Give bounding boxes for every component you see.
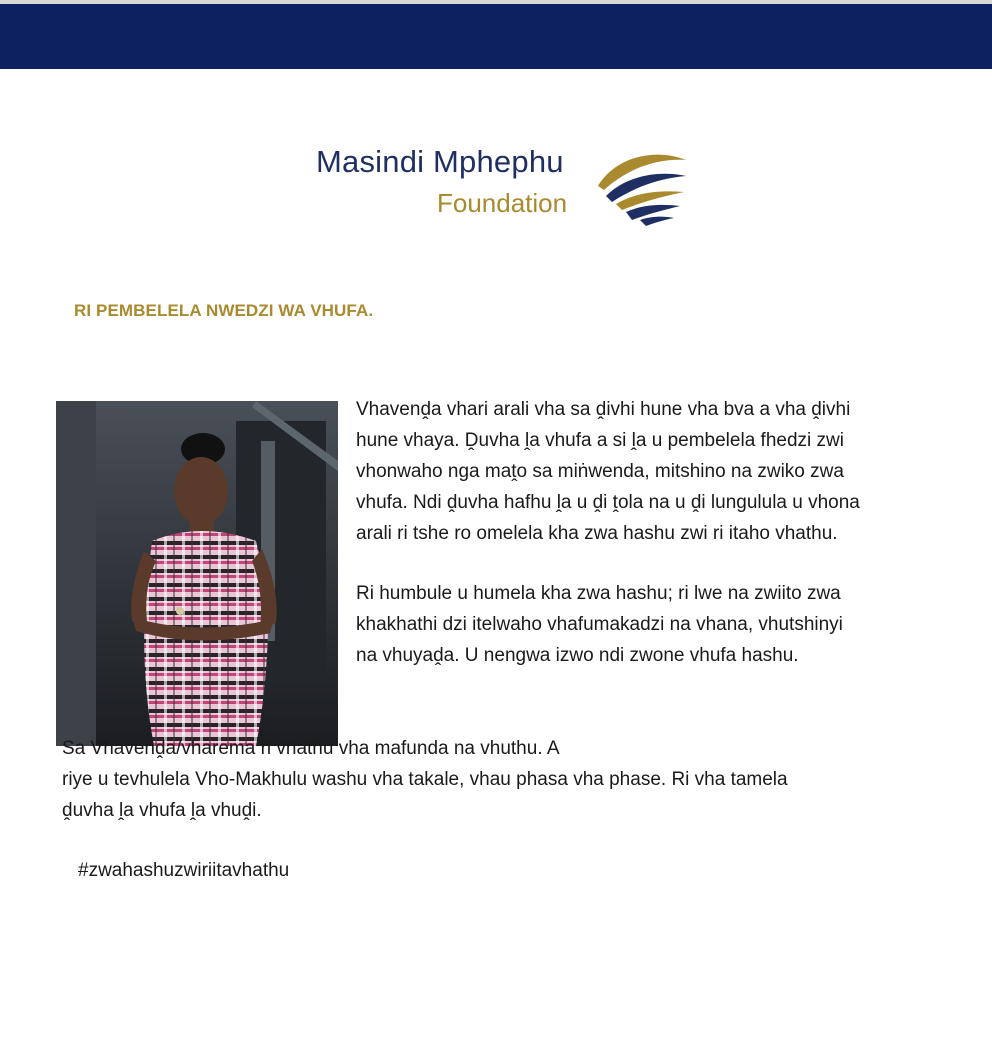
hashtag: #zwahashuzwiriitavhathu bbox=[78, 860, 290, 881]
paragraph-second: Ri humbule u humela kha zwa hashu; ri lwe na zwiito zwa khakhathi dzi itelwaho vhafumakadzi na vhana, vhutshinyi na vhuyaḓa. U nengwa izwo ndi zwone vhufa hashu. bbox=[356, 583, 843, 666]
header-bar bbox=[0, 4, 992, 69]
portrait-photo bbox=[56, 401, 338, 746]
paragraph-closing: Sa Vhavenḓa/vharema ri vhathu vha mafunda na vhuthu. A riye u tevhulela Vho-Makhulu washu vha takale, vhau phasa vha phase. Ri vha tamela ḓuvha ḽa vhufa ḽa vhuḓi. bbox=[62, 738, 788, 821]
logo-text-foundation: Foundation bbox=[437, 188, 568, 218]
wings-logo-icon bbox=[596, 146, 688, 228]
logo-text-name: Masindi Mphephu bbox=[316, 144, 564, 179]
foundation-logo bbox=[316, 142, 696, 232]
page-heading: RI PEMBELELA NWEDZI WA VHUFA. bbox=[74, 301, 374, 320]
paragraph-intro: Vhavenḓa vhari arali vha sa ḓivhi hune vha bva a vha ḓivhi hune vhaya. Ḓuvha ḽa vhufa a si ḽa u pembelela fhedzi zwi vhonwaho nga maṱo sa miṅwenda, mitshino na zwiko zwa vhufa. Ndi ḓuvha hafhu ḽa u ḓi ṱola na u ḓi lungulula u vhona arali ri tshe ro omelela kha zwa hashu zwi ri itaho vhathu. bbox=[356, 399, 860, 544]
